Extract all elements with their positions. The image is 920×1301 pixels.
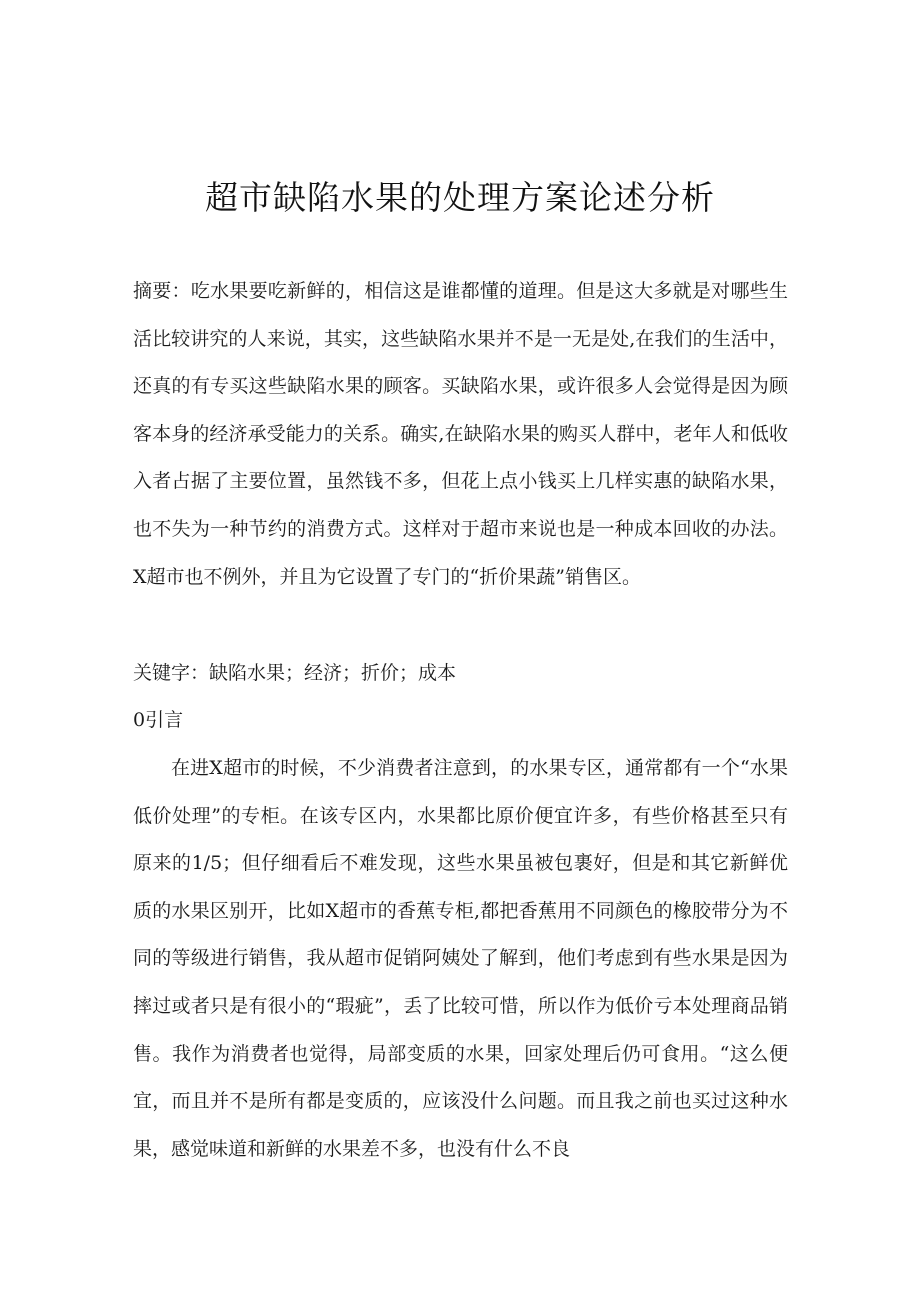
abstract-label: 摘要： xyxy=(133,280,191,302)
intro-paragraph: 在进X超市的时候，不少消费者注意到，的水果专区，通常都有一个“水果低价处理”的专柜。在该专区内，水果都比原价便宜许多，有些价格甚至只有原来的1/5；但仔细看后不难发现，这些水果虽被包裹好，但是和其它新鲜优质的水果区别开，比如X超市的香蕉专柜,都把香蕉用不同颜色的橡胶带分为不同的等级进行销售，我从超市促销阿姨处了解到，他们考虑到有些水果是因为摔过或者只是有很小的“瑕疵”，丢了比较可惜，所以作为低价亏本处理商品销售。我作为消费者也觉得，局部变质的水果，回家处理后仍可食用。“这么便宜，而且并不是所有都是变质的，应该没什么问题。而且我之前也买过这种水果，感觉味道和新鲜的水果差不多，也没有什么不良 xyxy=(133,757,788,1160)
keywords-text: 缺陷水果；经济；折价；成本 xyxy=(209,662,457,684)
document-title: 超市缺陷水果的处理方案论述分析 xyxy=(205,178,715,217)
abstract-text: 吃水果要吃新鲜的，相信这是谁都懂的道理。但是这大多就是对哪些生活比较讲究的人来说，其实，这些缺陷水果并不是一无是处,在我们的生活中，还真的有专买这些缺陷水果的顾客。买缺陷水果，或许很多人会觉得是因为顾客本身的经济承受能力的关系。确实,在缺陷水果的购买人群中，老年人和低收入者占据了主要位置，虽然钱不多，但花上点小钱买上几样实惠的缺陷水果，也不失为一种节约的消费方式。这样对于超市来说也是一种成本回收的办法。X超市也不例外，并且为它设置了专门的“折价果蔬”销售区。 xyxy=(133,280,788,588)
section-heading: 0引言 xyxy=(133,709,184,731)
keywords-line xyxy=(133,650,788,698)
abstract-paragraph xyxy=(133,268,788,601)
keywords-label: 关键字： xyxy=(133,662,210,684)
